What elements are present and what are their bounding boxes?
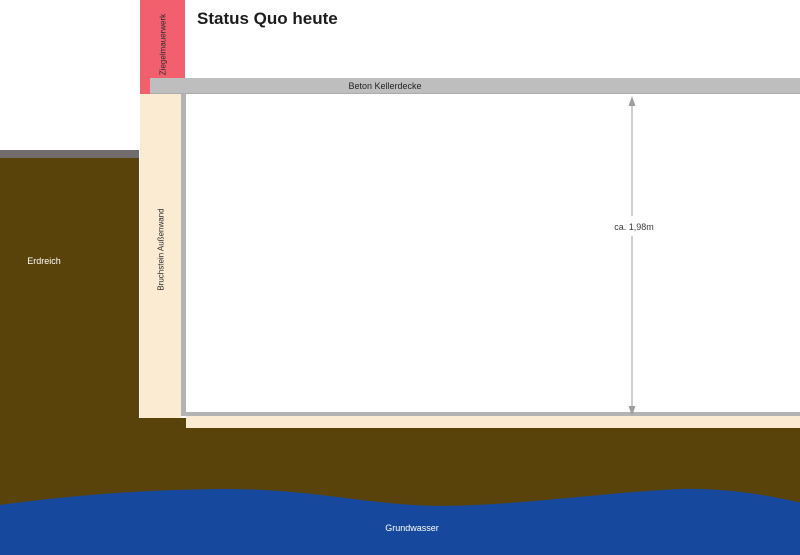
ceiling-label: Beton Kellerdecke xyxy=(348,81,422,91)
ceiling-bar xyxy=(150,78,800,94)
basement-room xyxy=(181,94,800,416)
arrowhead-down-icon xyxy=(629,406,636,416)
soil-label: Erdreich xyxy=(27,256,61,266)
page-title: Status Quo heute xyxy=(197,9,338,28)
groundwater-wave xyxy=(0,475,800,555)
height-dimension-arrow xyxy=(619,94,647,418)
groundwater-label: Grundwasser xyxy=(385,523,439,533)
arrowhead-up-icon xyxy=(629,96,636,106)
floor-strip xyxy=(186,416,800,428)
outer-wall-label: Bruchstein Außenwand xyxy=(156,208,166,291)
brick-wall-label: Ziegelmauerwerk xyxy=(158,13,168,76)
ground-level-strip xyxy=(0,150,139,158)
groundwater-shape xyxy=(0,489,800,555)
height-dimension-label: ca. 1,98m xyxy=(614,222,654,232)
